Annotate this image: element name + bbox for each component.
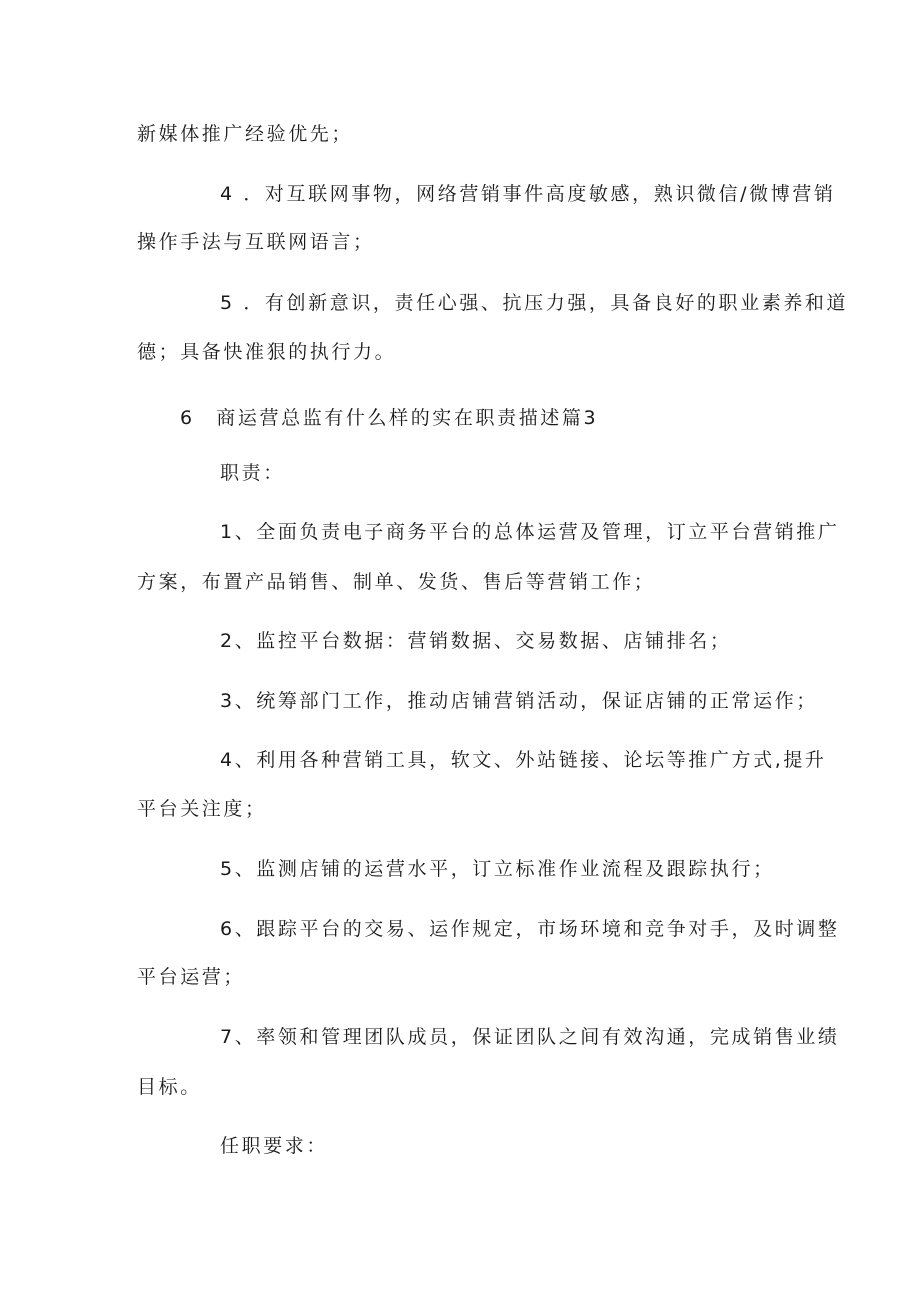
duty-7-line-2: 目标。	[137, 1076, 202, 1098]
list-item-5-line-2: 德；具备快准狠的执行力。	[137, 341, 397, 363]
list-item-5-line-1: 5 ．有创新意识，责任心强、抗压力强，具备良好的职业素养和道	[220, 292, 849, 314]
duty-2: 2、监控平台数据：营销数据、交易数据、店铺排名；	[220, 630, 732, 652]
duty-5: 5、监测店铺的运营水平，订立标准作业流程及跟踪执行；	[220, 858, 775, 880]
list-item-4-line-2: 操作手法与互联网语言；	[137, 231, 375, 253]
section-heading: 6 商运营总监有什么样的实在职责描述篇3	[180, 407, 599, 429]
duty-6-line-2: 平台运营；	[137, 966, 246, 988]
duty-1-line-2: 方案，布置产品销售、制单、发货、售后等营销工作；	[137, 571, 656, 593]
list-item-4-line-1: 4 ．对互联网事物，网络营销事件高度敏感，熟识微信/微博营销	[220, 183, 836, 205]
duty-1-line-1: 1、全面负责电子商务平台的总体运营及管理，订立平台营销推广	[220, 521, 840, 543]
duties-label: 职责：	[220, 462, 285, 484]
duty-3: 3、统筹部门工作，推动店铺营销活动，保证店铺的正常运作；	[220, 690, 818, 712]
duty-6-line-1: 6、跟踪平台的交易、运作规定，市场环境和竞争对手，及时调整	[220, 918, 840, 940]
duty-4-line-1: 4、利用各种营销工具，软文、外站链接、论坛等推广方式,提升	[220, 749, 827, 771]
duty-4-line-2: 平台关注度；	[137, 798, 267, 820]
duty-7-line-1: 7、率领和管理团队成员，保证团队之间有效沟通，完成销售业绩	[220, 1026, 840, 1048]
text-line: 新媒体推广经验优先；	[137, 123, 354, 145]
requirements-label: 任职要求：	[220, 1135, 329, 1157]
